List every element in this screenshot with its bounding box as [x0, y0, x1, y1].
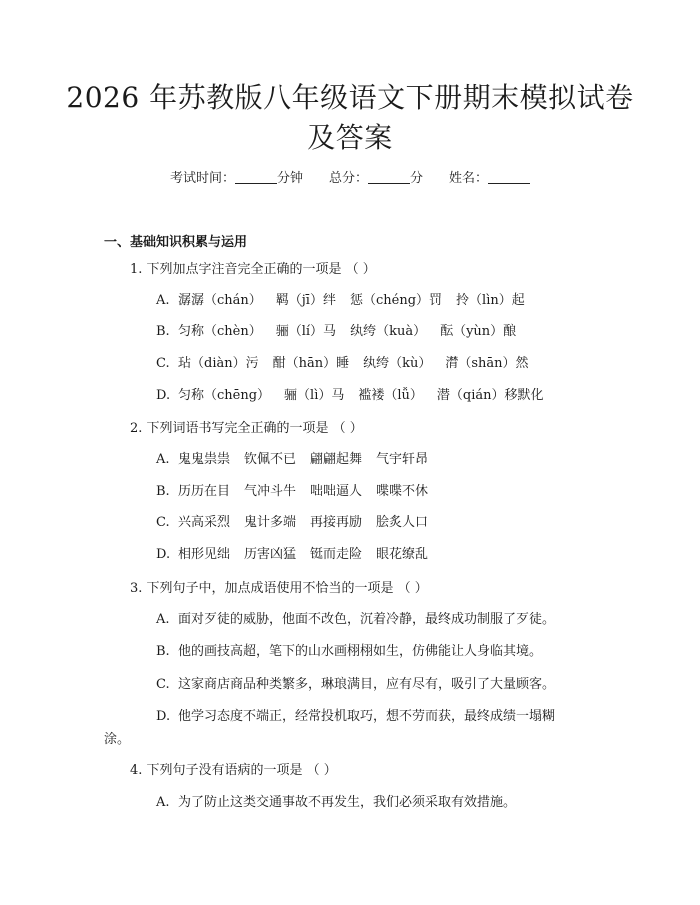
score-label: 总分： [328, 171, 368, 186]
question-2-option-b: B. 历历在目 气冲斗牛 咄咄逼人 喋喋不休 [156, 484, 429, 499]
question-1-option-d: D. 匀称（chēng） 骊（lì）马 褴褛（lǚ） 潜（qián）移默化 [156, 388, 544, 403]
question-1-option-b: B. 匀称（chèn） 骊（lí）马 纨绔（kuà） 酝（yùn）酿 [156, 324, 517, 339]
question-1-option-c: C. 玷（diàn）污 酣（hān）睡 纨绔（kù） 潸（shān）然 [156, 356, 529, 371]
score-unit: 分 [410, 171, 424, 186]
question-4-stem: 4. 下列句子没有语病的一项是 （ ） [130, 763, 337, 778]
exam-info-line [0, 170, 700, 188]
name-blank [488, 170, 530, 184]
question-2-option-d: D. 相形见绌 历害凶猛 铤而走险 眼花缭乱 [156, 547, 429, 562]
section-heading: 一、基础知识积累与运用 [104, 235, 248, 250]
question-3-option-c: C. 这家商店商品种类繁多，琳琅满目，应有尽有，吸引了大量顾客。 [156, 677, 556, 692]
question-2-option-c: C. 兴高采烈 鬼计多端 再接再励 脍炙人口 [156, 515, 429, 530]
question-2-stem: 2. 下列词语书写完全正确的一项是 （ ） [130, 421, 363, 436]
time-label: 考试时间： [169, 171, 235, 186]
page-title: 2026 年苏教版八年级语文下册期末模拟试卷 [66, 81, 634, 114]
name-label: 姓名： [449, 171, 489, 186]
question-3-option-d-continued: 涂。 [104, 732, 131, 747]
question-3-option-d: D. 他学习态度不端正，经常投机取巧，想不劳而获，最终成绩一塌糊 [156, 709, 556, 724]
question-1-option-a: A. 潺潺（chán） 羁（jī）绊 惩（chéng）罚 拎（lìn）起 [156, 293, 525, 308]
question-3-option-a: A. 面对歹徒的威胁，他面不改色，沉着冷静，最终成功制服了歹徒。 [156, 612, 556, 627]
question-3-option-b: B. 他的画技高超，笔下的山水画栩栩如生，仿佛能让人身临其境。 [156, 644, 543, 659]
question-4-option-a: A. 为了防止这类交通事故不再发生，我们必须采取有效措施。 [156, 795, 517, 810]
time-blank [235, 170, 277, 184]
question-2-option-a: A. 鬼鬼祟祟 钦佩不已 翩翩起舞 气宇轩昂 [156, 452, 429, 467]
time-unit: 分钟 [276, 171, 303, 186]
page-title-continued: 及答案 [307, 121, 393, 154]
question-3-stem: 3. 下列句子中，加点成语使用不恰当的一项是 （ ） [130, 581, 428, 596]
question-1-stem: 1. 下列加点字注音完全正确的一项是 （ ） [130, 262, 376, 277]
score-blank [368, 170, 410, 184]
